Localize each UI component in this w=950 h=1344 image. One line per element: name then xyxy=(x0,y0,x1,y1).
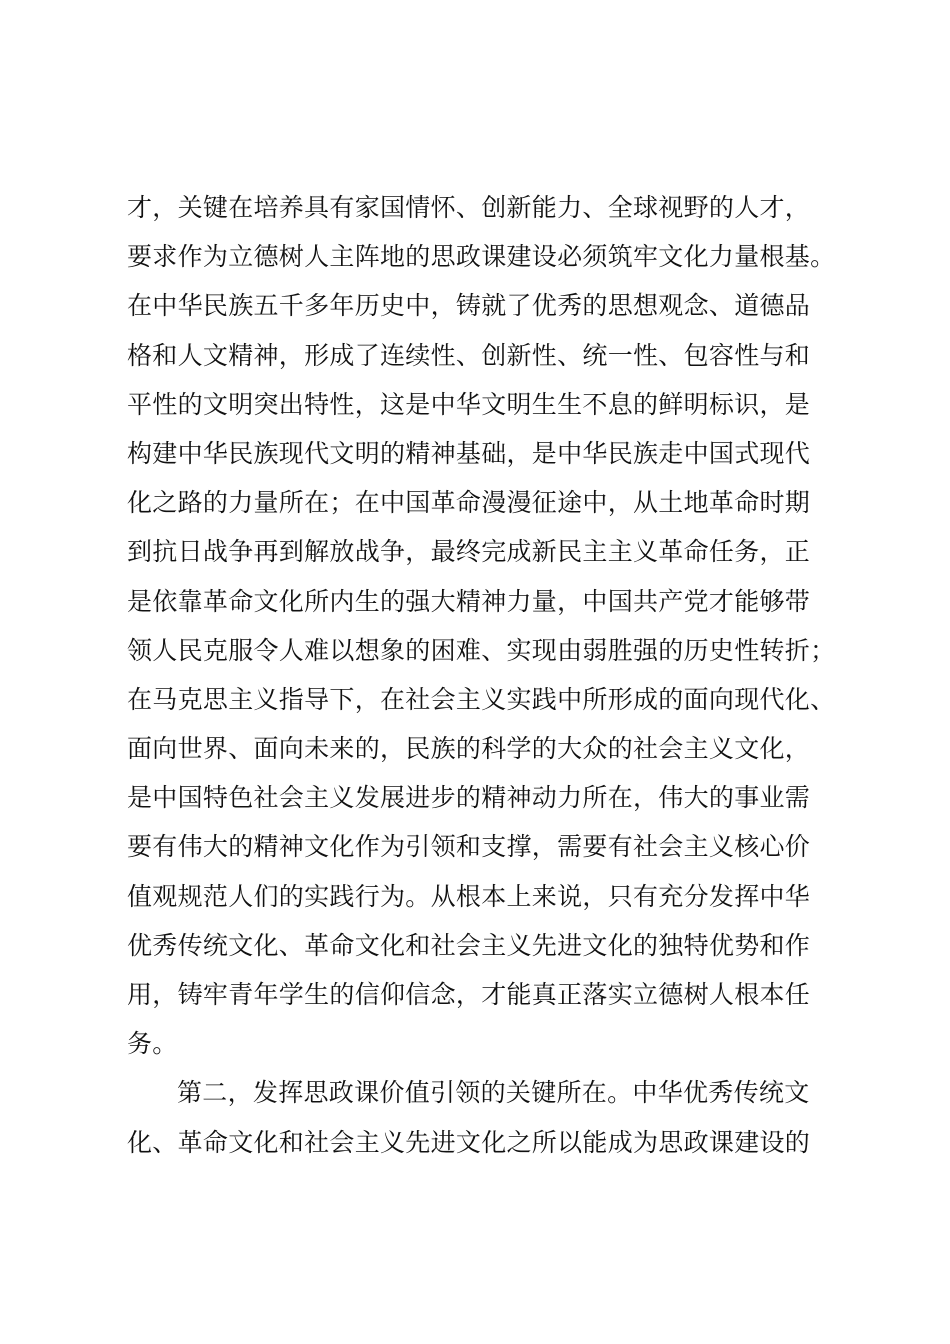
paragraph-line: 到抗日战争再到解放战争，最终完成新民主主义革命任务，正 xyxy=(127,537,811,567)
paragraph-line: 格和人文精神，形成了连续性、创新性、统一性、包容性与和 xyxy=(127,340,811,370)
paragraph-line: 务。 xyxy=(127,1029,178,1059)
paragraph-line: 优秀传统文化、革命文化和社会主义先进文化的独特优势和作 xyxy=(127,930,811,960)
paragraph-line: 第二，发挥思政课价值引领的关键所在。中华优秀传统文 xyxy=(177,1078,810,1108)
paragraph-line: 在马克思主义指导下，在社会主义实践中所形成的面向现代化、 xyxy=(127,684,836,714)
paragraph-line: 用，铸牢青年学生的信仰信念，才能真正落实立德树人根本任 xyxy=(127,980,811,1009)
paragraph-line: 才，关键在培养具有家国情怀、创新能力、全球视野的人才， xyxy=(127,193,811,222)
paragraph-line: 构建中华民族现代文明的精神基础，是中华民族走中国式现代 xyxy=(127,438,811,468)
body-text xyxy=(127,183,847,1167)
paragraph-line: 平性的文明突出特性，这是中华文明生生不息的鲜明标识，是 xyxy=(127,389,811,419)
paragraph-line: 值观规范人们的实践行为。从根本上来说，只有充分发挥中华 xyxy=(127,881,811,911)
paragraph-line: 要有伟大的精神文化作为引领和支撑，需要有社会主义核心价 xyxy=(127,832,811,862)
paragraph-line: 面向世界、面向未来的，民族的科学的大众的社会主义文化， xyxy=(127,734,811,764)
paragraph-line: 化之路的力量所在；在中国革命漫漫征途中，从土地革命时期 xyxy=(127,488,811,518)
paragraph-1 xyxy=(127,183,847,1068)
paragraph-line: 要求作为立德树人主阵地的思政课建设必须筑牢文化力量根基。 xyxy=(127,242,836,272)
paragraph-line: 是中国特色社会主义发展进步的精神动力所在，伟大的事业需 xyxy=(127,783,811,813)
paragraph-2 xyxy=(127,1068,847,1166)
paragraph-line: 领人民克服令人难以想象的困难、实现由弱胜强的历史性转折； xyxy=(127,635,836,665)
paragraph-line: 是依靠革命文化所内生的强大精神力量，中国共产党才能够带 xyxy=(127,586,811,616)
paragraph-line: 在中华民族五千多年历史中，铸就了优秀的思想观念、道德品 xyxy=(127,291,811,321)
paragraph-line: 化、革命文化和社会主义先进文化之所以能成为思政课建设的 xyxy=(127,1127,811,1157)
